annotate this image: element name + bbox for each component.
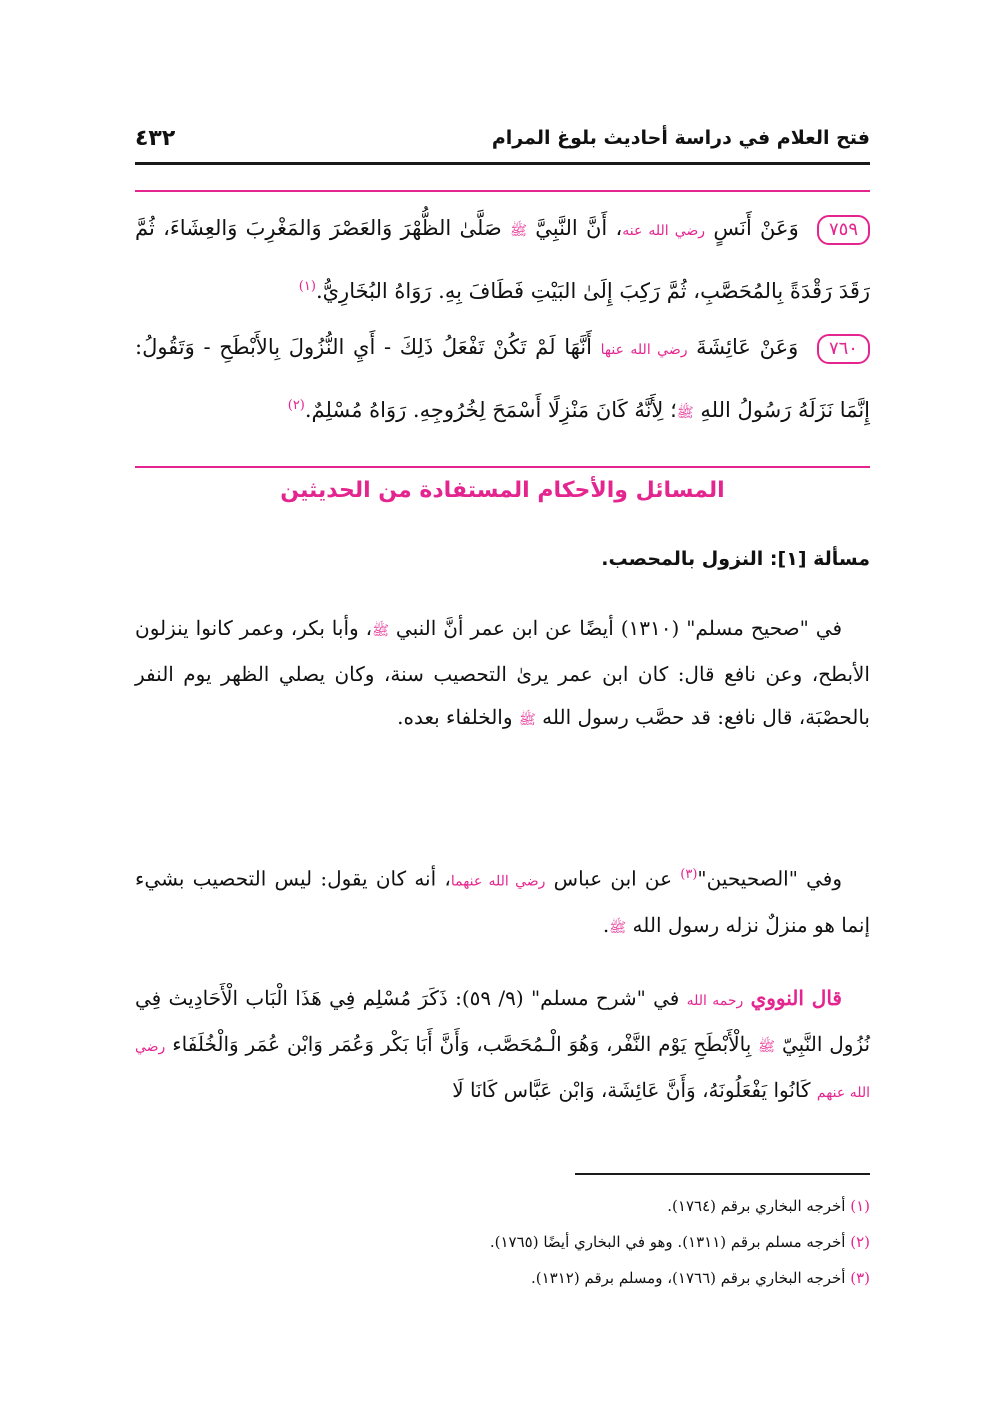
section-title: المسائل والأحكام المستفادة من الحديثين bbox=[280, 478, 725, 503]
honorific: رضي الله عنه bbox=[622, 223, 706, 239]
honorific: ﷺ bbox=[758, 1039, 776, 1055]
hadith-text: وَعَنْ عَائِشَةَ bbox=[696, 335, 799, 359]
honorific: رحمه الله bbox=[686, 993, 744, 1009]
paragraph-3 bbox=[135, 977, 870, 1115]
hadith-number-badge: ٧٥٩ bbox=[817, 215, 870, 245]
hadith-text: وَعَنْ أَنَسٍ bbox=[713, 216, 799, 240]
honorific: ﷺ bbox=[676, 405, 694, 421]
hadith-text: ، أَنَّ النَّبِيَّ bbox=[535, 216, 623, 240]
header-divider bbox=[135, 162, 870, 165]
paragraph-2 bbox=[135, 853, 870, 950]
paragraph-text: في "شرح مسلم" (٩/ ٥٩): ذَكَرَ مُسْلِم فِي هَذَا الْبَاب الْأَحَادِيث فِي نُزُول النَّبِيّ bbox=[135, 986, 871, 1056]
footnote-ref[interactable]: (١) bbox=[298, 279, 316, 294]
footnote-text: أخرجه البخاري برقم (١٧٦٤). bbox=[667, 1197, 846, 1215]
footnote-item bbox=[135, 1188, 870, 1224]
footnote-number: (٢) bbox=[850, 1233, 870, 1251]
footnote-number: (١) bbox=[850, 1197, 870, 1215]
footnote-item bbox=[135, 1260, 870, 1296]
honorific: رضي الله عنهما bbox=[450, 873, 546, 890]
honorific: رضي الله عنهم bbox=[135, 1039, 870, 1101]
footnote-item bbox=[135, 1224, 870, 1260]
hadith-text: ؛ لِأَنَّهُ كَانَ مَنْزِلًا أَسْمَحَ لِخُرُوجِهِ. رَوَاهُ مُسْلِمٌ. bbox=[304, 398, 677, 422]
paragraph-text: كَانُوا يَفْعَلُونَهُ، وَأَنَّ عَائِشَة، وَابْن عَبَّاس كَانَا لَا bbox=[452, 1078, 811, 1102]
page-number: ٤٣٢ bbox=[135, 125, 176, 151]
running-header bbox=[135, 118, 870, 158]
honorific: رضي الله عنها bbox=[600, 342, 688, 358]
paragraph-text: . bbox=[602, 912, 610, 937]
issue-heading: مسألة [١]: النزول بالمحصب. bbox=[601, 548, 870, 570]
hadith-block bbox=[135, 200, 870, 441]
footnote-divider bbox=[575, 1173, 870, 1175]
footnotes bbox=[135, 1188, 870, 1296]
footnote-ref[interactable]: (٣) bbox=[680, 867, 698, 882]
hadith-bottom-divider bbox=[135, 466, 870, 468]
quote-attribution: قال النووي bbox=[750, 986, 842, 1010]
paragraph-text: وفي "الصحيحين" bbox=[697, 866, 843, 891]
honorific: ﷺ bbox=[510, 223, 527, 239]
paragraph-text: بِالْأَبْطَحِ يَوْم النَّفْر، وَهُوَ الْـمُحَصَّب، وَأَنَّ أَبَا بَكْر وَعُمَر وَابْن عُمَر وَالْخُلَفَاء bbox=[172, 1032, 752, 1056]
footnote-ref[interactable]: (٢) bbox=[287, 398, 305, 413]
paragraph-text: ، وأبا بكر، وعمر كانوا ينزلون الأبطح، وعن نافع قال: كان ابن عمر يرىٰ التحصيب سنة، وكان يصلي الظهر يوم النفر بالحصْبَة، قال نافع: قد حصَّب رسول الله bbox=[135, 616, 870, 729]
footnote-text: أخرجه مسلم برقم (١٣١١). وهو في البخاري أيضًا (١٧٦٥). bbox=[489, 1233, 846, 1251]
paragraph-1 bbox=[135, 607, 870, 742]
hadith-text: أَنَّهَا لَمْ تَكُنْ تَفْعَلُ ذَلِكَ - أَيِ النُّزُولَ بِالأَبْطَحِ - وَتَقُولُ: إِنَّمَا نَزَلَهُ رَسُولُ اللهِ bbox=[135, 335, 870, 422]
honorific: ﷺ bbox=[372, 623, 389, 639]
footnote-number: (٣) bbox=[850, 1269, 870, 1287]
honorific: ﷺ bbox=[609, 919, 627, 936]
hadith-number-badge: ٧٦٠ bbox=[817, 334, 870, 364]
header-title: فتح العلام في دراسة أحاديث بلوغ المرام bbox=[491, 127, 870, 149]
paragraph-text: في "صحيح مسلم" (١٣١٠) أيضًا عن ابن عمر أنَّ النبي bbox=[395, 616, 843, 640]
hadith-top-divider bbox=[135, 190, 870, 192]
footnote-text: أخرجه البخاري برقم (١٧٦٦)، ومسلم برقم (١٣١٢). bbox=[530, 1269, 846, 1287]
paragraph-text: والخلفاء بعده. bbox=[397, 705, 513, 729]
hadith-760 bbox=[135, 319, 870, 441]
honorific: ﷺ bbox=[518, 712, 536, 728]
hadith-text: صَلَّىٰ الظُّهْرَ وَالعَصْرَ وَالمَغْرِبَ وَالعِشَاءَ، ثُمَّ رَقَدَ رَقْدَةً بِالمُحَصَّبِ، ثُمَّ رَكِبَ إِلَىٰ البَيْتِ فَطَافَ بِهِ. رَوَاهُ البُخَارِيُّ. bbox=[135, 216, 870, 303]
paragraph-text: ، أنه كان يقول: ليس التحصيب بشيء إنما هو منزلٌ نزله رسول الله bbox=[135, 866, 870, 937]
paragraph-text: عن ابن عباس bbox=[553, 866, 673, 891]
hadith-759 bbox=[135, 200, 870, 319]
